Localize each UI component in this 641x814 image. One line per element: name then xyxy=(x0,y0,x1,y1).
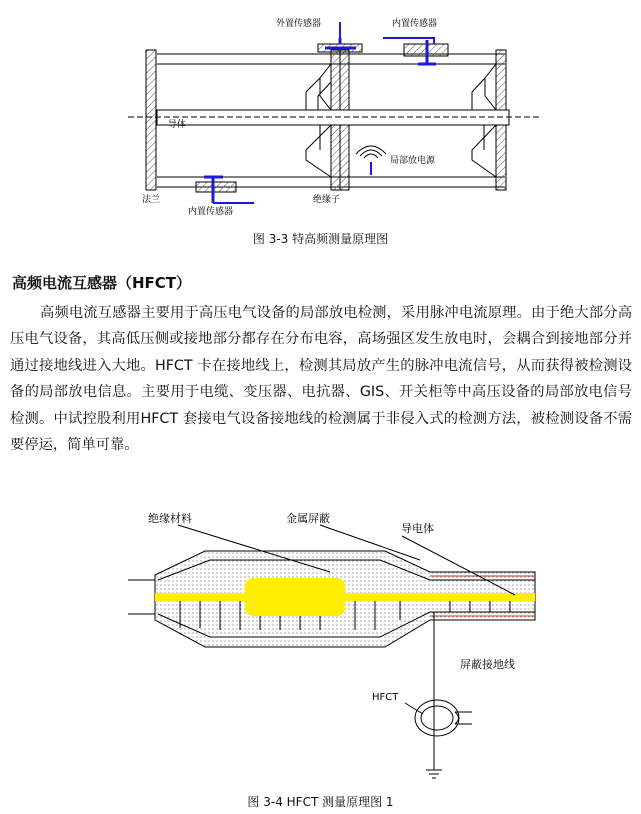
hfct-ring xyxy=(405,700,472,736)
hfct-diagram xyxy=(0,500,641,793)
label-hfct: HFCT xyxy=(372,692,399,703)
label-conductor2: 导电体 xyxy=(401,522,434,535)
inner-sensor-bottom xyxy=(196,177,254,203)
figure-hfct-principle xyxy=(0,500,641,814)
label-pd-source: 局部放电源 xyxy=(390,156,436,166)
shield-ground-line xyxy=(426,612,442,778)
conductor-bar xyxy=(128,110,540,125)
uhf-diagram xyxy=(0,0,641,230)
label-inner-sensor-bottom: 内置传感器 xyxy=(188,207,234,217)
outer-sensor xyxy=(318,22,362,52)
section-heading: 高频电流互感器（HFCT） xyxy=(12,274,192,292)
cable-leads xyxy=(128,580,155,614)
label-insulation: 绝缘材料 xyxy=(148,512,192,525)
section-paragraph: 高频电流互感器主要用于高压电气设备的局部放电检测，采用脉冲电流原理。由于绝大部分高压电气设备，其高低压侧或接地部分都存在分布电容，高场强区发生放电时，会耦合到接地部分并通过接地线进入大地。HFCT 卡在接地线上，检测其局放产生的脉冲电流信号，从而获得被检测设备的局部放电信息。主要用于电缆、变压器、电抗器、GIS、开关柜等中高压设备的局部放电信号检测。中试控股利用HFCT 套接电气设备接地线的检测属于非侵入式的检测方法，被检测设备不需要停运，简单可靠。 xyxy=(10,305,632,454)
inner-sensor-top xyxy=(383,38,448,64)
label-flange: 法兰 xyxy=(142,195,161,205)
figure1-caption: 图 3-3 特高频测量原理图 xyxy=(252,232,389,246)
label-shield-ground: 屏蔽接地线 xyxy=(460,658,515,671)
figure2-caption: 图 3-4 HFCT 测量原理图 1 xyxy=(247,795,394,809)
pd-source-icon xyxy=(356,146,386,175)
label-metal-shield: 金属屏蔽 xyxy=(286,512,330,525)
label-conductor: 导体 xyxy=(168,120,187,130)
label-insulator: 绝缘子 xyxy=(313,195,341,205)
figure-uhf-principle xyxy=(0,0,641,250)
conductor-bulge xyxy=(245,578,345,616)
label-inner-sensor-top: 内置传感器 xyxy=(392,19,438,29)
label-outer-sensor: 外置传感器 xyxy=(276,19,322,29)
